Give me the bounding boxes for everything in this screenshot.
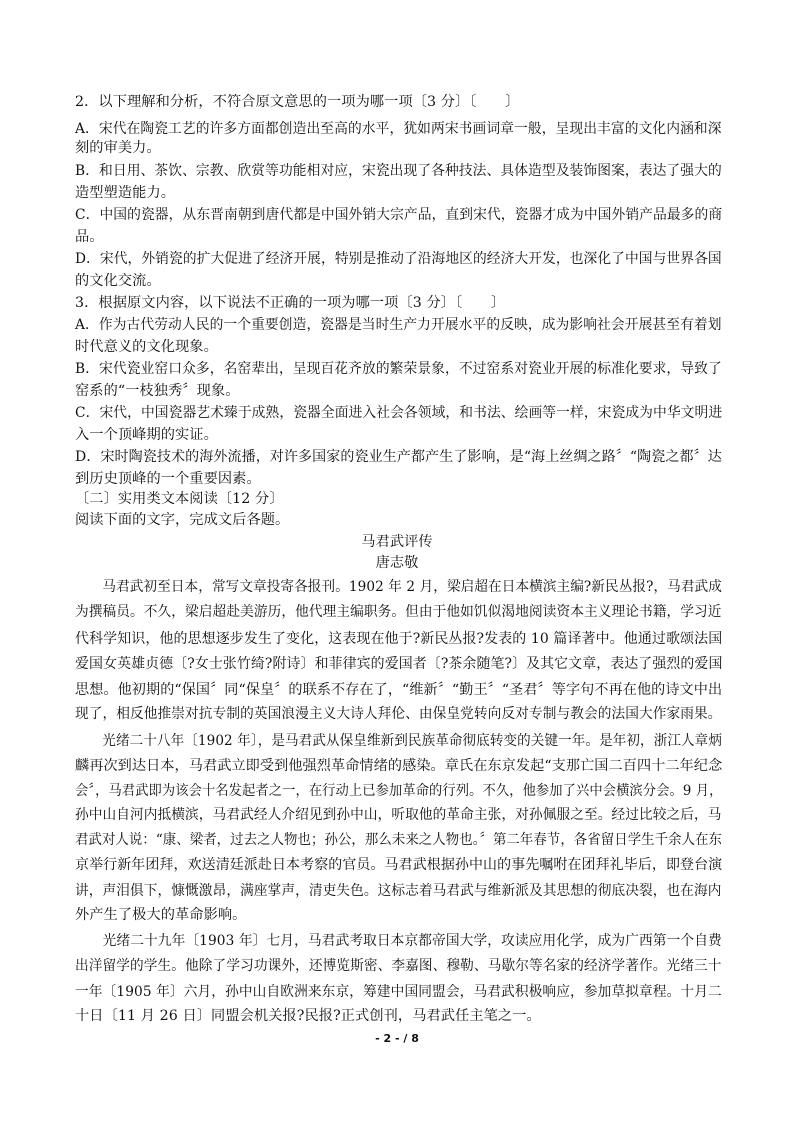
- article-paragraph-1: 爱国女英雄贞德〔?女士张竹绮?附诗〕和菲律宾的爱国者〔?茶余随笔?〕及其它文章，表达了强烈的爱国: [75, 656, 723, 672]
- q2-option-a-cont: 刻的审美力。: [75, 140, 161, 156]
- article-paragraph-1: 现了，相反他推崇对抗专制的英国浪漫主义大诗人拜伦、由保皇党转向反对专制与教会的法国大作家雨果。: [75, 706, 722, 722]
- article-paragraph-3: 一年〔1905 年〕六月，孙中山自欧洲来东京，筹建中国同盟会，马君武积极响应，参加草拟章程。十月二: [75, 984, 722, 1000]
- article-title: 马君武评传: [361, 534, 433, 550]
- article-paragraph-2: 会〞，马君武即为该会十名发起者之一，在行动上已参加革命的行列。不久，他参加了兴中会横滨分会。9 月，: [75, 783, 723, 799]
- q3-option-d-cont: 到历史顶峰的一个重要因素。: [75, 471, 261, 487]
- article-paragraph-2: 麟再次到达日本，马君武立即受到他强烈革命情绪的感染。章氏在东京发起“支那亡国二百四十二年纪念: [75, 758, 723, 774]
- article-paragraph-2: 京举行新年团拜，欢送清廷派赴日本考察的官员。马君武根据孙中山的事先嘱咐在团拜礼毕后，即登台演: [75, 857, 723, 873]
- article-paragraph-3: 十日〔11 月 26 日〕同盟会机关报?民报?正式创刊，马君武任主笔之一。: [75, 1008, 541, 1024]
- q2-option-c-cont: 品。: [75, 229, 104, 245]
- q2-option-c: C．中国的瓷器，从东晋南朝到唐代都是中国外销大宗产品，直到宋代，瓷器才成为中国外销产品最多的商: [75, 207, 723, 223]
- article-paragraph-3: 光绪二十九年〔1903 年〕七月，马君武考取日本京都帝国大学，攻读应用化学，成为广西第一个自费: [75, 933, 722, 949]
- section-instruction: 阅读下面的文字，完成文后各题。: [75, 512, 290, 528]
- article-paragraph-2: 外产生了极大的革命影响。: [75, 907, 247, 923]
- q3-option-b-cont: 窑系的“一枝独秀〞现象。: [75, 383, 240, 399]
- q3-option-a: A．作为古代劳动人民的一个重要创造，瓷器是当时生产力开展水平的反映，成为影响社会开展甚至有着划: [75, 317, 722, 333]
- question-3-stem: 3．根据原文内容，以下说法不正确的一项为哪一项〔3 分〕〔 〕: [75, 295, 506, 311]
- article-paragraph-1: 为撰稿员。不久，梁启超赴美游历，他代理主编职务。但由于他如饥似渴地阅读资本主义理论书籍，学习近: [75, 604, 722, 620]
- q2-option-d: D．宋代，外销瓷的扩大促进了经济开展，特别是推动了沿海地区的经济大开发，也深化了中国与世界各国: [75, 251, 722, 267]
- q2-option-d-cont: 的文化交流。: [75, 273, 161, 289]
- article-paragraph-2: 君武对人说：“康、梁者，过去之人物也；孙公，那么未来之人物也。〞第二年春节，各省留日学生千余人在东: [75, 832, 723, 848]
- article-paragraph-2: 孙中山自河内抵横滨，马君武经人介绍见到孙中山，听取他的革命主张，对孙佩服之至。经过比较之后，马: [75, 807, 722, 823]
- q3-option-b: B．宋代瓷业窑口众多，名窑辈出，呈现百花齐放的繁荣景象，不过窑系对瓷业开展的标准化要求，导致了: [75, 361, 722, 377]
- q3-option-c: C．宋代，中国瓷器艺术臻于成熟，瓷器全面进入社会各领域，和书法、绘画等一样，宋瓷成为中华文明进: [75, 405, 723, 421]
- article-paragraph-2: 讲，声泪俱下，慷慨激昂，满座掌声，清吏失色。这标志着马君武与维新派及其思想的彻底决裂，也在海内: [75, 883, 722, 899]
- q3-option-a-cont: 时代意义的文化现象。: [75, 339, 218, 355]
- article-paragraph-1: 马君武初至日本，常写文章投寄各报刊。1902 年 2 月，梁启超在日本横滨主编?新民丛报?，马君武成: [75, 579, 722, 595]
- q2-option-a: A．宋代在陶瓷工艺的许多方面都创造出至高的水平，犹如两宋书画词章一般，呈现出丰富的文化内涵和深: [75, 121, 722, 137]
- article-paragraph-2: 光绪二十八年〔1902 年〕，是马君武从保皇维新到民族革命彻底转变的关键一年。是年初，浙江人章炳: [75, 733, 722, 749]
- q2-option-b-cont: 造型塑造能力。: [75, 185, 176, 201]
- article-paragraph-3: 出洋留学的学生。他除了学习功课外，还博览斯密、李嘉图、穆勒、马歇尔等名家的经济学著作。光绪三十: [75, 958, 722, 974]
- article-paragraph-1: 思想。他初期的“保国〞同“保皇〞的联系不存在了，“维新〞“勤王〞“圣君〞等字句不再在他的诗文中出: [75, 682, 723, 698]
- q2-option-b: B．和日用、茶饮、宗教、欣赏等功能相对应，宋瓷出现了各种技法、具体造型及装饰图案，表达了强大的: [75, 163, 722, 179]
- section-heading: 〔二〕实用类文本阅读〔12 分〕: [75, 491, 284, 507]
- page-number: - 2 - / 8: [375, 1032, 419, 1045]
- article-paragraph-1: 代科学知识，他的思想逐步发生了变化，这表现在他于?新民丛报?发表的 10 篇译著中。他通过歌颂法国: [75, 631, 723, 647]
- q3-option-d: D．宋时陶瓷技术的海外流播，对许多国家的瓷业生产都产生了影响，是“海上丝绸之路〞“陶瓷之都〞达: [75, 449, 722, 465]
- q3-option-c-cont: 入一个顶峰期的实证。: [75, 427, 218, 443]
- article-author: 唐志敬: [375, 555, 419, 571]
- question-2-stem: 2．以下理解和分析，不符合原文意思的一项为哪一项〔3 分〕〔 〕: [75, 94, 520, 110]
